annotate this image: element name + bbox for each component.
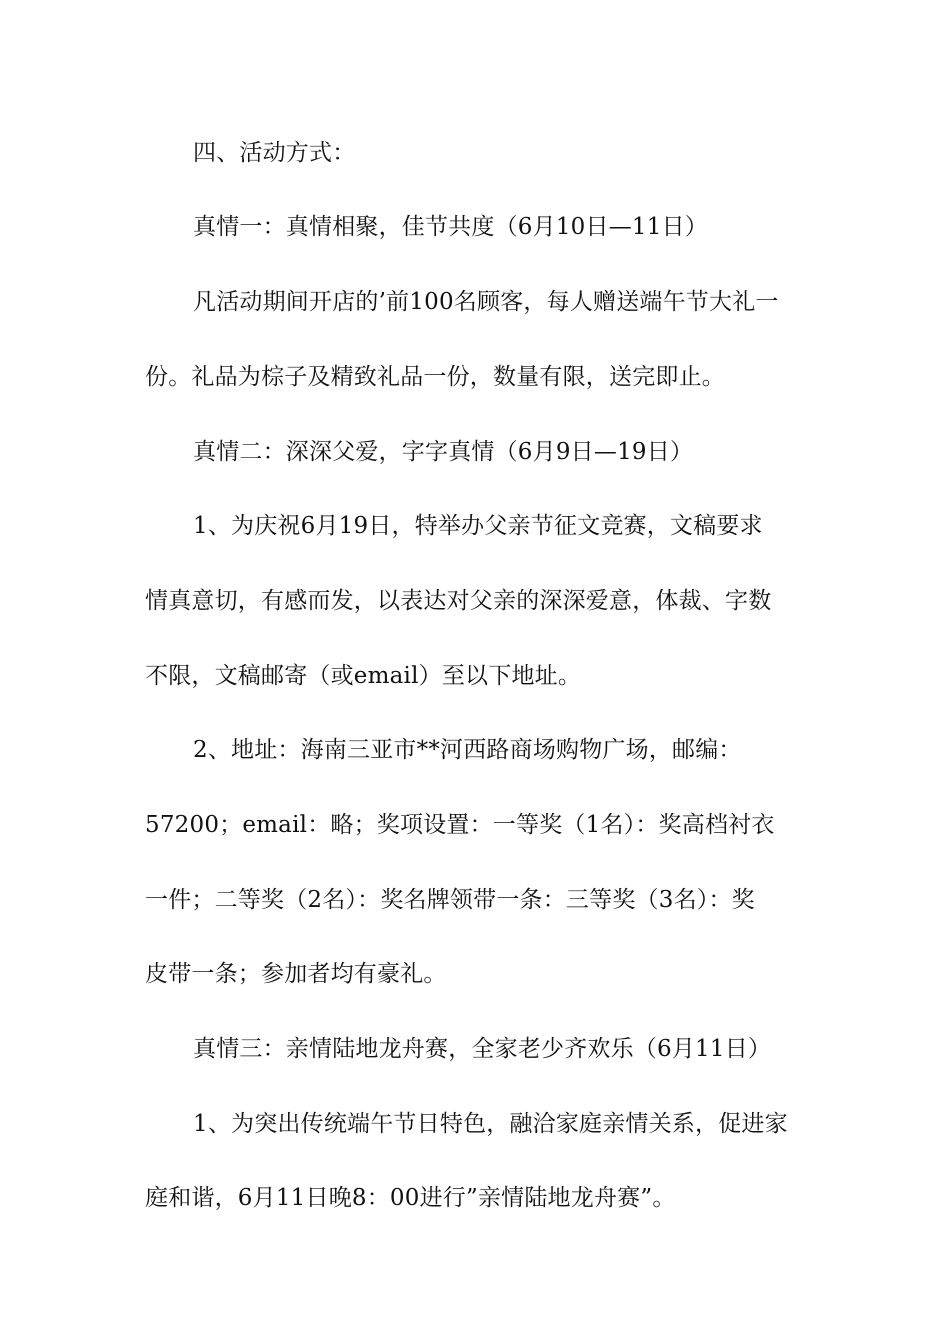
paragraph-line: 1、为突出传统端午节日特色，融洽家庭亲情关系，促进家 bbox=[193, 1111, 788, 1137]
paragraph-line: 庭和谐，6月11日晚8：00进行”亲情陆地龙舟赛”。 bbox=[145, 1185, 676, 1211]
paragraph-line: 一件；二等奖（2名）：奖名牌领带一条：三等奖（3名）：奖 bbox=[145, 887, 755, 913]
paragraph-line: 2、地址：海南三亚市**河西路商场购物广场，邮编： bbox=[193, 737, 742, 763]
paragraph-line: 情真意切，有感而发，以表达对父亲的深深爱意，体裁、字数 bbox=[145, 588, 772, 614]
paragraph-line: 凡活动期间开店的’前100名顾客，每人赠送端午节大礼一 bbox=[193, 289, 779, 315]
paragraph-line: 份。礼品为棕子及精致礼品一份，数量有限，送完即止。 bbox=[145, 364, 725, 390]
paragraph-line: 皮带一条；参加者均有豪礼。 bbox=[145, 961, 447, 987]
subheading-truth-one: 真情一：真情相聚，佳节共度（6月10日—11日） bbox=[193, 214, 708, 240]
subheading-truth-three: 真情三：亲情陆地龙舟赛，全家老少齐欢乐（6月11日） bbox=[193, 1036, 772, 1062]
paragraph-line: 不限，文稿邮寄（或email）至以下地址。 bbox=[145, 663, 582, 689]
paragraph-line: 57200；email：略；奖项设置：一等奖（1名）：奖高档衬衣 bbox=[145, 812, 775, 838]
section-heading: 四、活动方式： bbox=[193, 140, 356, 166]
subheading-truth-two: 真情二：深深父爱，字字真情（6月9日—19日） bbox=[193, 439, 694, 465]
paragraph-line: 1、为庆祝6月19日，特举办父亲节征文竞赛，文稿要求 bbox=[193, 513, 763, 539]
